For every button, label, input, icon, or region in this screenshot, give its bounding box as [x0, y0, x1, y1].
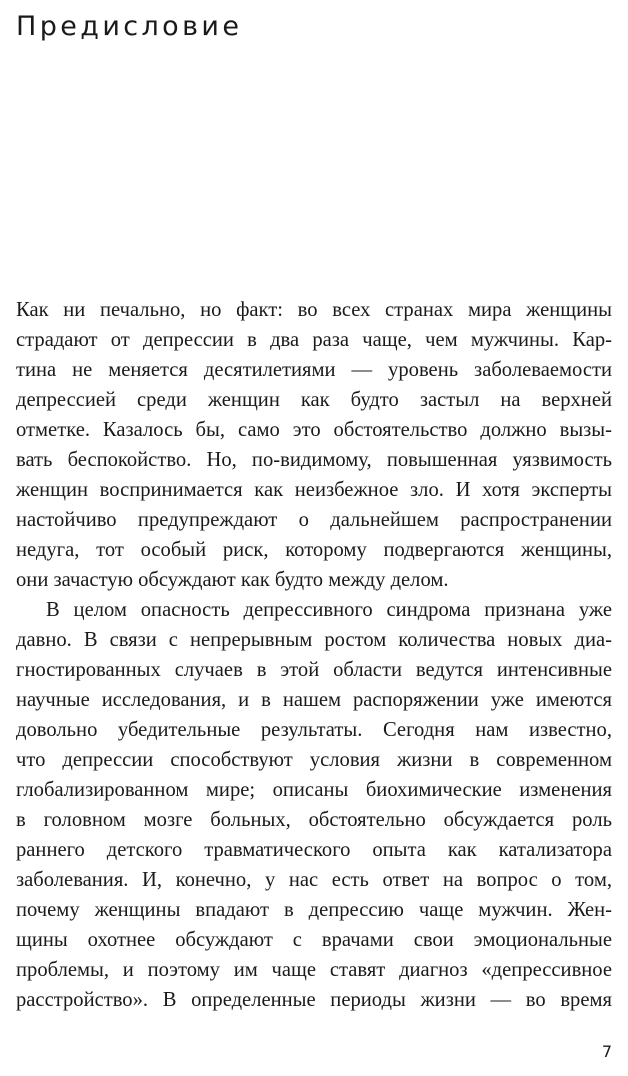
text-line: вать беспокойство. Но, по-видимому, повышенная уязвимость — [16, 449, 612, 471]
text-line: женщин воспринимается как неизбежное зло. И хотя эксперты — [16, 479, 612, 501]
text-line: глобализированном мире; описаны биохимические изменения — [16, 779, 612, 801]
page-number: 7 — [601, 1042, 612, 1061]
text-line: настойчиво предупреждают о дальнейшем распространении — [16, 509, 612, 531]
chapter-title: Предисловие — [16, 11, 243, 42]
text-line: гностированных случаев в этой области ведутся интенсивные — [16, 659, 612, 681]
text-line: тина не меняется десятилетиями — уровень заболеваемости — [16, 359, 612, 381]
text-line: щины охотнее обсуждают с врачами свои эмоциональные — [16, 929, 612, 951]
text-line: депрессией среди женщин как будто застыл на верхней — [16, 389, 612, 411]
paragraph-1 — [16, 295, 612, 595]
text-line: они зачастую обсуждают как будто между делом. — [16, 569, 449, 591]
text-line: отметке. Казалось бы, само это обстоятельство должно вызы- — [16, 419, 612, 441]
paragraph-2 — [16, 595, 612, 1015]
text-line: научные исследования, и в нашем распоряжении уже имеются — [16, 689, 612, 711]
text-line: недуга, тот особый риск, которому подвергаются женщины, — [16, 539, 612, 561]
text-line: в головном мозге больных, обстоятельно обсуждается роль — [16, 809, 612, 831]
text-line: страдают от депрессии в два раза чаще, чем мужчины. Кар- — [16, 329, 612, 351]
text-line: В целом опасность депрессивного синдрома признана уже — [46, 599, 612, 621]
text-line: что депрессии способствуют условия жизни в современном — [16, 749, 612, 771]
body-text — [16, 295, 612, 1015]
text-line: довольно убедительные результаты. Сегодня нам известно, — [16, 719, 612, 741]
text-line: расстройство». В определенные периоды жизни — во время — [16, 989, 612, 1011]
text-line: давно. В связи с непрерывным ростом количества новых диа- — [16, 629, 612, 651]
text-line: заболевания. И, конечно, у нас есть ответ на вопрос о том, — [16, 869, 612, 891]
text-line: проблемы, и поэтому им чаще ставят диагноз «депрессивное — [16, 959, 612, 981]
text-line: раннего детского травматического опыта как катализатора — [16, 839, 612, 861]
text-line: почему женщины впадают в депрессию чаще мужчин. Жен- — [16, 899, 612, 921]
text-line: Как ни печально, но факт: во всех странах мира женщины — [16, 299, 612, 321]
